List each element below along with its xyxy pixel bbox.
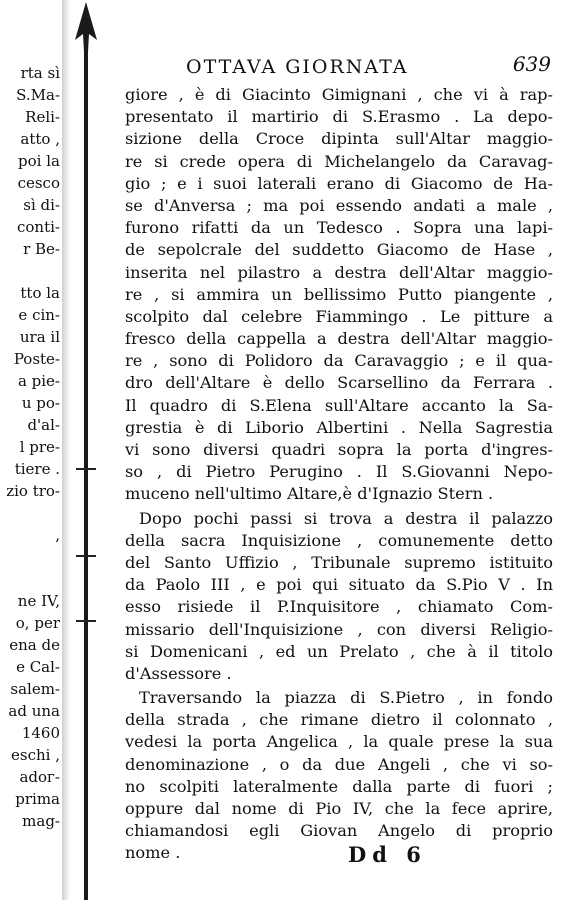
text-line: chiamandosi egli Giovan Angelo di proprio <box>125 821 553 841</box>
left-fragment-line <box>0 260 62 282</box>
left-fragment-line: Reli- <box>25 108 60 126</box>
running-header <box>186 52 551 82</box>
left-fragment-line: ne IV, <box>17 592 60 610</box>
text-line: re si crede opera di Michelangelo da Caravag- <box>125 151 553 171</box>
text-line: denominazione , o da due Angeli , che vi so- <box>125 754 553 774</box>
text-line: giore , è di Giacinto Gimignani , che vi à rap- <box>125 85 553 104</box>
text-line: vedesi la porta Angelica , la quale prese la sua <box>125 732 553 752</box>
text-line: dro dell'Altare è dello Scarsellino da Ferrara . <box>125 373 553 393</box>
text-line: presentato il martirio di S.Erasmo . La depo- <box>125 107 553 127</box>
left-fragment-line <box>0 546 62 568</box>
text-line: muceno nell'ultimo Altare,è d'Ignazio Stern . <box>125 484 494 504</box>
text-line: si Domenicani , ed un Prelato , che à il titolo <box>125 641 553 661</box>
text-line: furono rifatti da un Tedesco . Sopra una lapi- <box>125 218 553 238</box>
text-line: so , di Pietro Perugino . Il S.Giovanni Nepo- <box>125 462 553 482</box>
text-line: grestia è di Liborio Albertini . Nella Sagrestia <box>125 417 553 437</box>
text-line: del Santo Uffizio , Tribunale supremo istituito <box>125 552 553 572</box>
text-line: nome . <box>125 843 181 863</box>
text-line: della strada , che rimane dietro il colonnato , <box>125 710 553 730</box>
text-line: da Paolo III , e poi qui situato da S.Pio V . In <box>125 575 553 595</box>
text-line: oppure dal nome di Pio IV, che la fece aprire, <box>125 799 553 818</box>
left-fragment-line: 1460 <box>21 724 60 742</box>
left-fragment-line: ura il <box>19 328 60 346</box>
text-line: vi sono diversi quadri sopra la porta d'ingres- <box>125 440 553 459</box>
left-fragment-line: ad una <box>8 702 60 720</box>
left-fragment-line: zio tro- <box>6 482 60 500</box>
running-title: OTTAVA GIORNATA <box>186 56 409 78</box>
text-line: Il quadro di S.Elena sull'Altare accanto la Sa- <box>125 395 553 415</box>
left-fragment-line: tto la <box>20 284 60 302</box>
gutter-shadow <box>62 0 70 900</box>
left-fragment-line: , <box>55 526 60 544</box>
left-fragment-line: rta sì <box>20 64 60 82</box>
left-fragment-line <box>0 502 62 524</box>
left-fragment-line: eschi , <box>11 746 60 764</box>
left-fragment-line: r Be- <box>23 240 60 258</box>
text-line: re , si ammira un bellissimo Putto piangente , <box>125 284 553 304</box>
text-line: fresco della cappella a destra dell'Altar maggio- <box>125 329 553 349</box>
body-text <box>125 84 553 865</box>
left-fragment-line: prima <box>15 790 60 808</box>
text-line: Traversando la piazza di S.Pietro , in fondo <box>139 688 553 708</box>
text-line: Dopo pochi passi si trova a destra il palazzo <box>139 508 553 528</box>
left-page-fragment <box>0 62 62 832</box>
left-fragment-line: d'al- <box>27 416 60 434</box>
left-fragment-line: cesco <box>17 174 60 192</box>
left-fragment-line: a pie- <box>17 372 60 390</box>
left-fragment-line: adoг- <box>19 768 60 786</box>
text-line: della sacra Inquisizione , comunemente detto <box>125 530 553 550</box>
left-fragment-line: poi la <box>18 152 60 170</box>
left-fragment-line: conti- <box>17 218 60 236</box>
left-fragment-line: Poste- <box>13 350 60 368</box>
left-fragment-line: l pre- <box>19 438 60 456</box>
signature-mark: Dd 6 <box>348 842 427 867</box>
text-line: de sepolcrale del suddetto Giacomo de Hase , <box>125 240 553 260</box>
text-line: sizione della Croce dipinta sull'Altar maggio- <box>125 129 553 149</box>
left-fragment-line: atto , <box>20 130 60 148</box>
left-fragment-line: S.Ma- <box>16 86 60 104</box>
left-fragment-line <box>0 568 62 590</box>
text-line: missario dell'Inquisizione , con diversi Religio- <box>125 619 553 639</box>
text-line: se d'Anversa ; ma poi essendo andati a male , <box>125 195 553 215</box>
page-number: 639 <box>512 52 551 76</box>
left-fragment-line: u po- <box>21 394 60 412</box>
left-fragment-line: mag- <box>22 812 60 830</box>
left-fragment-line: ena de <box>9 636 60 654</box>
left-fragment-line: tiere . <box>14 460 60 478</box>
text-line: no scolpiti lateralmente dalla parte di fuori ; <box>125 776 553 796</box>
left-fragment-line: salem- <box>10 680 60 698</box>
left-fragment-line: e Cal- <box>16 658 60 676</box>
text-line: gio ; e i suoi laterali erano di Giacomo de Ha- <box>125 173 553 193</box>
text-line: scolpito dal celebre Fiammingo . Le pitture a <box>125 306 553 326</box>
left-fragment-line: e cin- <box>18 306 60 324</box>
left-fragment-line: sì di- <box>23 196 60 214</box>
text-line: inserita nel pilastro a destra dell'Altar maggio- <box>125 262 553 282</box>
text-line: esso risiede il P.Inquisitore , chiamato Com- <box>125 597 553 617</box>
text-line: re , sono di Polidoro da Caravaggio ; e il qua- <box>125 351 553 371</box>
text-line: d'Assessore . <box>125 663 232 683</box>
left-fragment-line: o, per <box>15 614 60 632</box>
